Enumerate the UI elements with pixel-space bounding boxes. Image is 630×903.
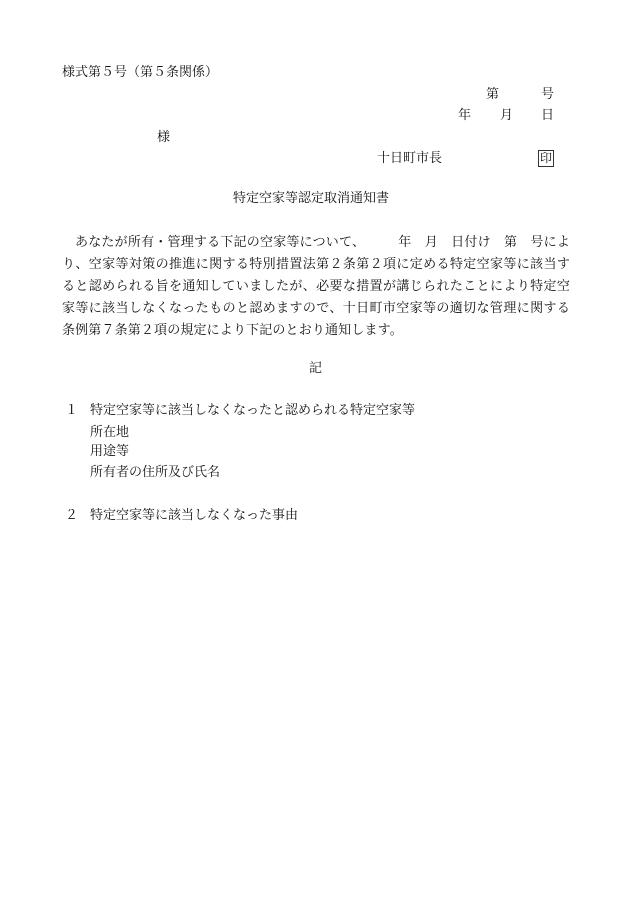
body-paragraph [62,232,570,342]
date-day-label: 日 [541,108,555,123]
item1-title: 特定空家等に該当しなくなったと認められる特定空家等 [90,403,416,418]
seal-mark [538,150,554,168]
item1-number: １ [65,403,79,418]
item1-sub-owner: 所有者の住所及び氏名 [90,465,221,480]
item2-title: 特定空家等に該当しなくなった事由 [90,508,299,523]
issuer-name: 十日町市長 [377,151,443,166]
document-number-suffix: 号 [541,87,555,102]
item2-number: ２ [65,508,79,523]
note-heading: 記 [309,361,323,376]
document-number-prefix: 第 [486,87,500,102]
document-title: 特定空家等認定取消通知書 [233,191,390,206]
date-year-label: 年 [458,108,472,123]
form-label: 様式第５号（第５条関係） [62,65,219,80]
item1-sub-location: 所在地 [90,425,130,440]
addressee-suffix: 様 [157,130,171,145]
body-paragraph-text: あなたが所有・管理する下記の空家等について、 年 月 日付け 第 号により、空家等対策の推進に関する特別措置法第２条第２項に定める特定空家等に該当すると認められる旨を通知していましたが、必要な措置が講じられたことにより特定空家等に該当しなくなったものと認めますので、十日町市空家等の適切な管理に関する条例第７条第２項の規定により下記のとおり通知します。 [62,235,570,338]
date-month-label: 月 [500,108,514,123]
seal-box: 印 [540,151,553,165]
item1-sub-usage: 用途等 [90,444,130,459]
